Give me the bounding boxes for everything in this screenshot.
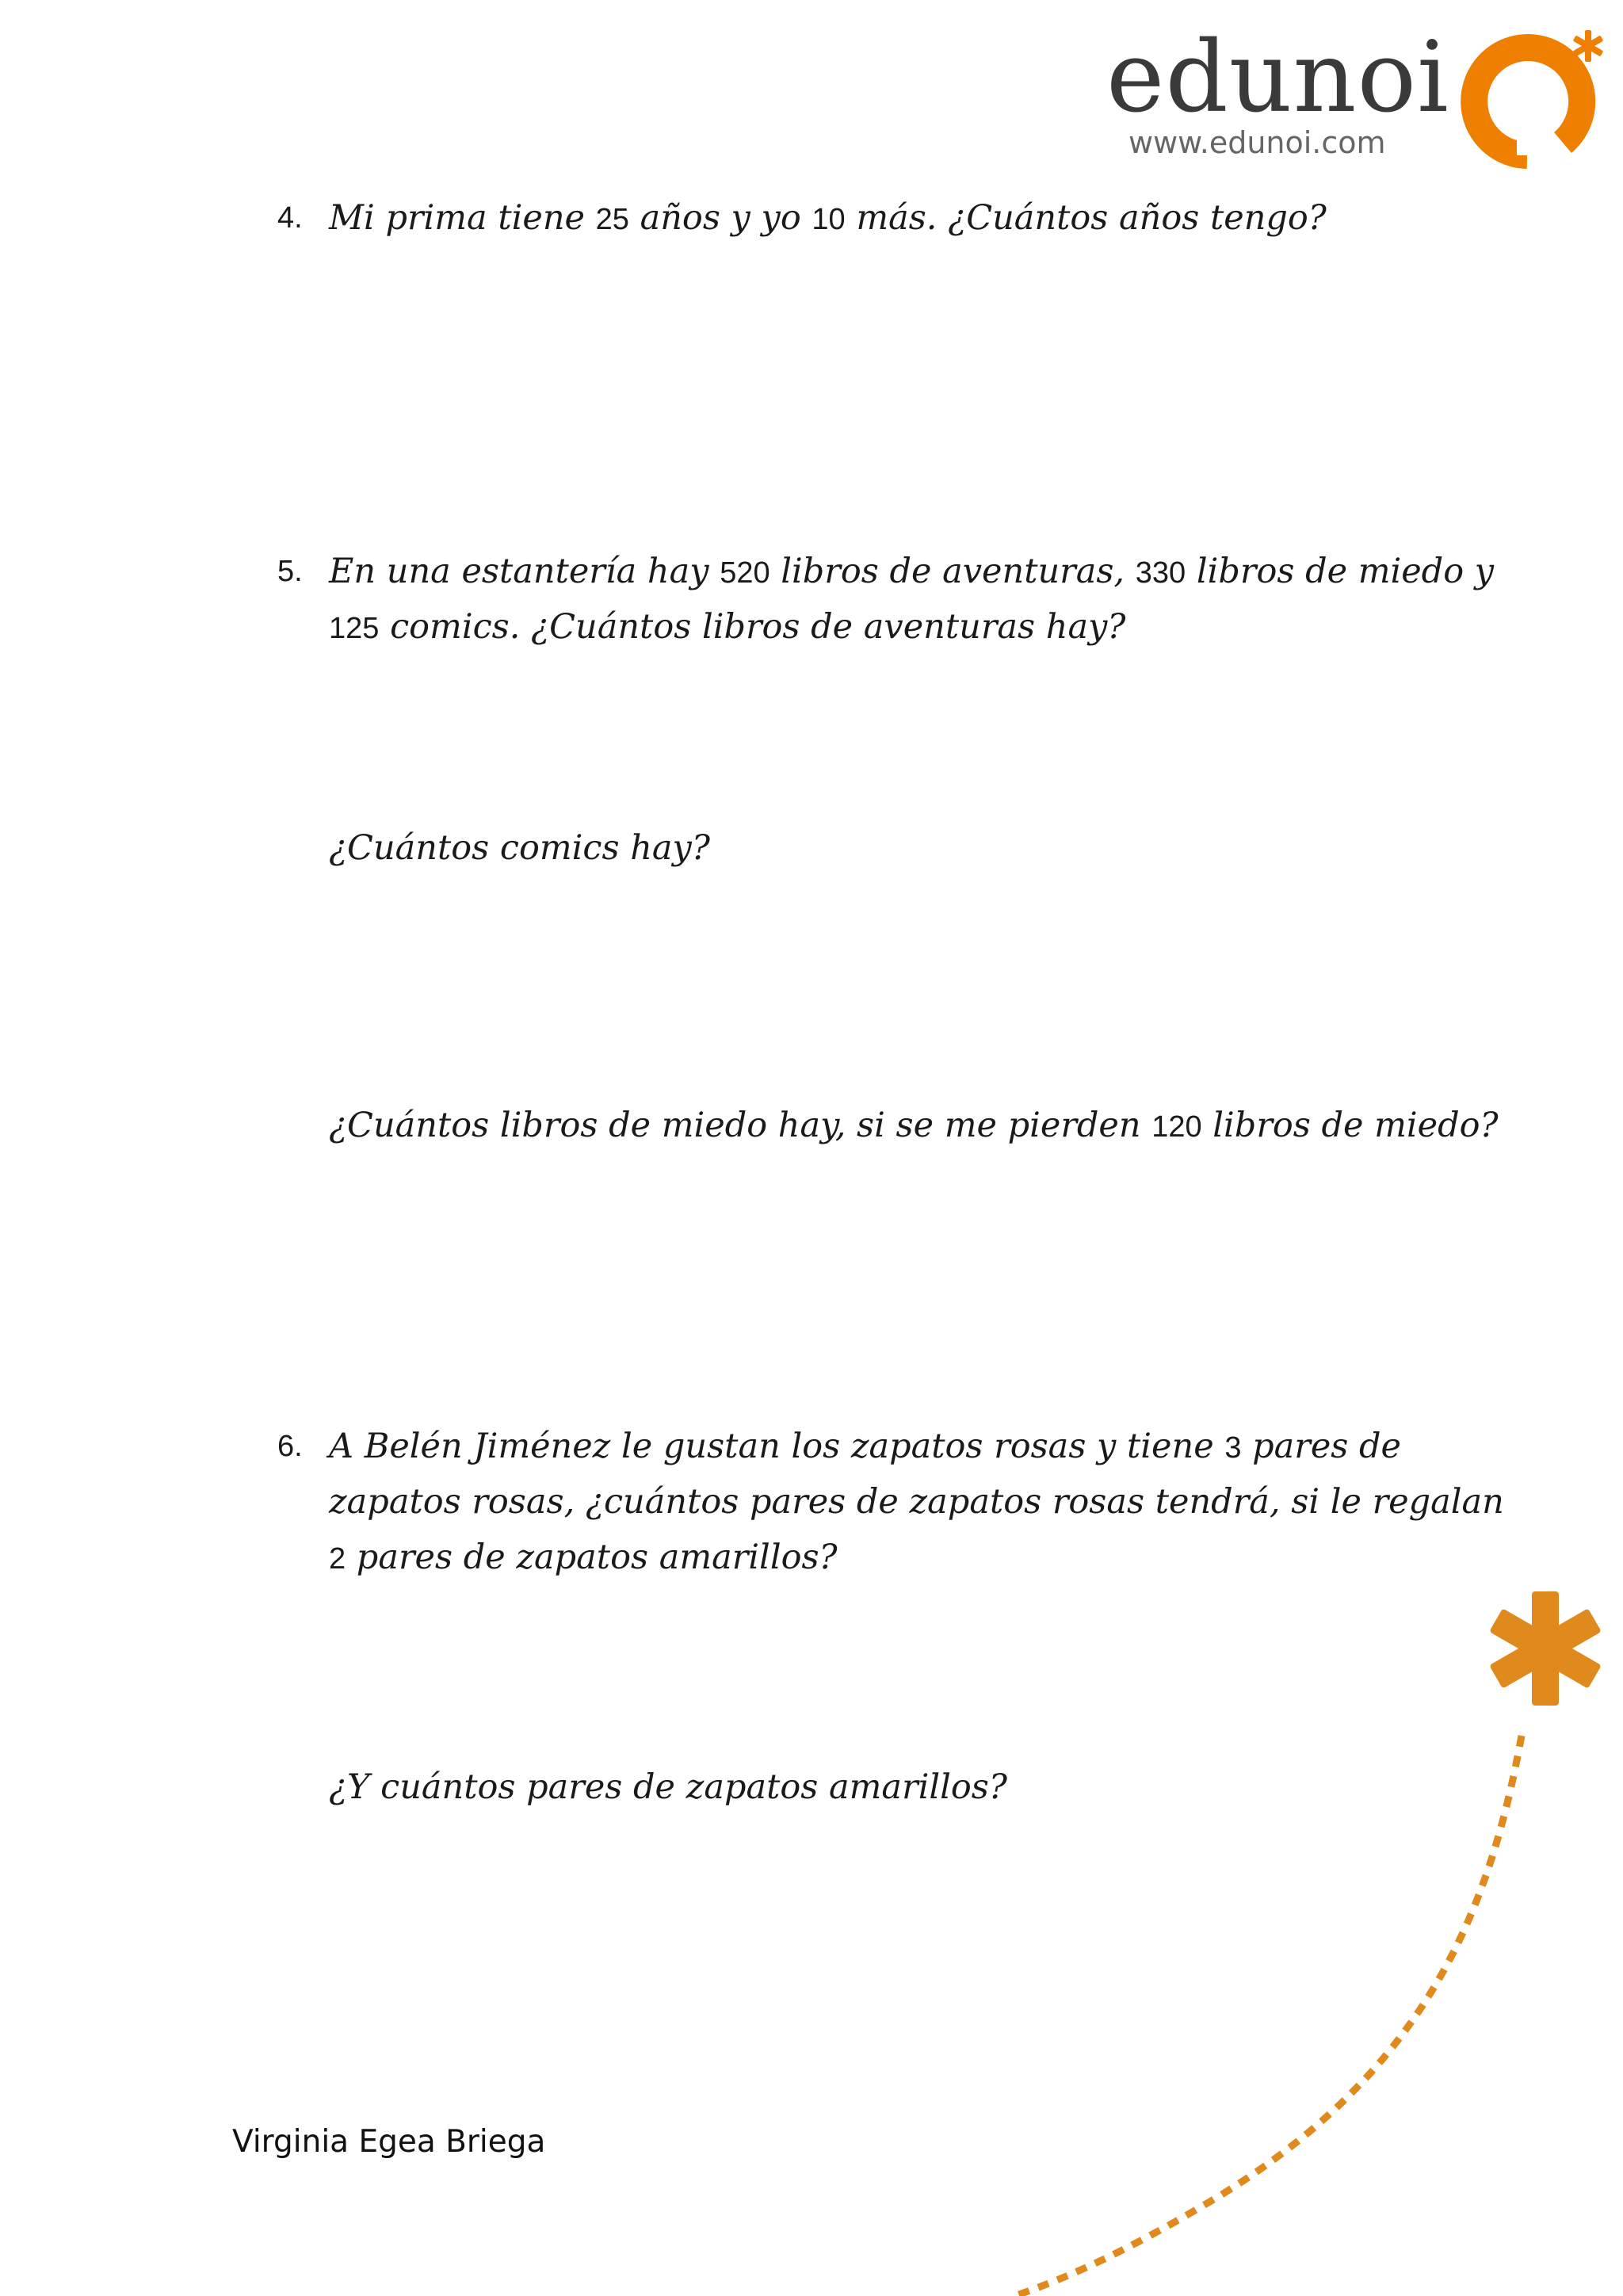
logo-wordmark: edunoi [1106,21,1449,135]
problem-text-line: 125 comics. ¿Cuántos libros de aventuras hay? [329,607,1126,647]
problem-text-line: zapatos rosas, ¿cuántos pares de zapatos rosas tendrá, si le regalan [329,1482,1504,1522]
author-name: Virginia Egea Briega [232,2124,546,2160]
problem-number: 4. [277,201,303,235]
edunoi-logo [1106,22,1613,173]
problem-text-line: A Belén Jiménez le gustan los zapatos rosas y tiene 3 pares de [329,1427,1401,1466]
subquestion: ¿Cuántos libros de miedo hay, si se me pierden 120 libros de miedo? [329,1106,1499,1145]
problem-text-line: Mi prima tiene 25 años y yo 10 más. ¿Cuántos años tengo? [329,198,1327,238]
problem-number: 5. [277,555,303,588]
logo-symbol-icon [1452,22,1610,173]
decorative-asterisk-trail [983,1577,1623,2296]
problem-number: 6. [277,1430,303,1463]
subquestion: ¿Cuántos comics hay? [329,828,710,868]
subquestion: ¿Y cuántos pares de zapatos amarillos? [329,1767,1007,1807]
problem-text-line: 2 pares de zapatos amarillos? [329,1538,838,1577]
logo-url: www.edunoi.com [1128,125,1386,160]
problem-text-line: En una estantería hay 520 libros de aventuras, 330 libros de miedo y [329,552,1495,591]
asterisk-icon [1489,1591,1602,1706]
